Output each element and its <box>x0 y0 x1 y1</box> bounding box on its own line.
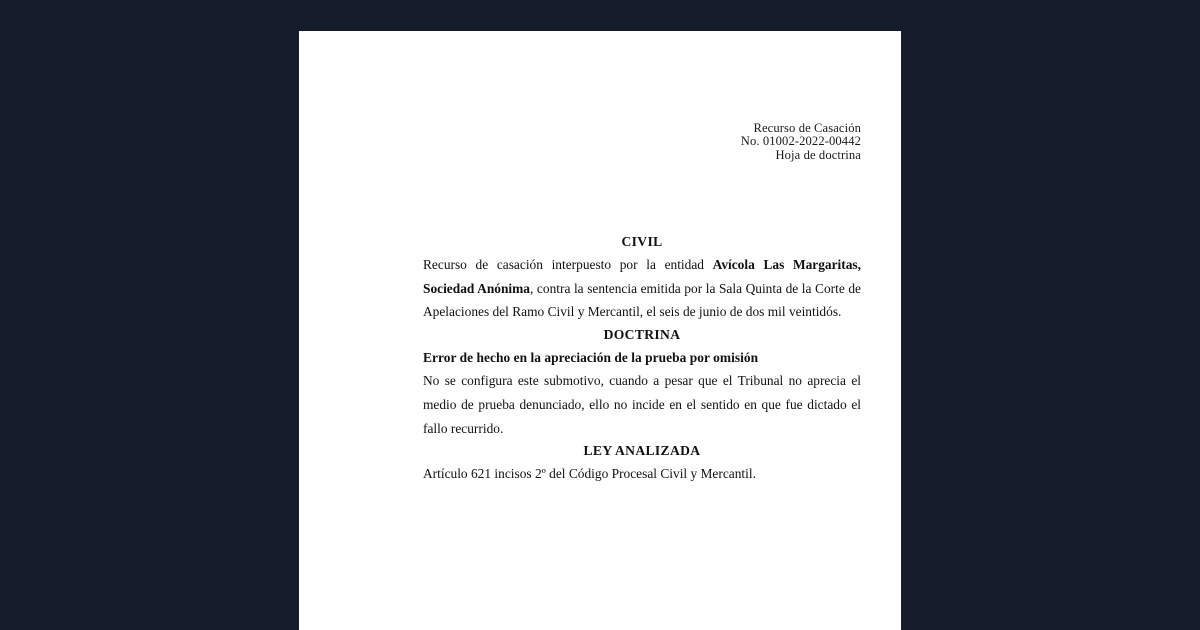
section-heading-doctrina: DOCTRINA <box>603 326 681 342</box>
section-heading-ley-analizada: LEY ANALIZADA <box>583 443 701 459</box>
document-header-block <box>423 122 861 162</box>
doctrina-subheading: Error de hecho en la apreciación de la prueba por omisión <box>423 349 759 365</box>
header-line-numero: No. 01002-2022-00442 <box>740 134 861 149</box>
civil-text-part-1: Recurso de casación interpuesto por la entidad <box>423 257 713 272</box>
document-page <box>299 31 901 630</box>
section-paragraph-ley-analizada: Artículo 621 incisos 2º del Código Procesal Civil y Mercantil. <box>423 466 756 482</box>
section-heading-civil: CIVIL <box>621 234 663 249</box>
header-line-recurso: Recurso de Casación <box>753 121 861 135</box>
civil-text-part-2-bold: Avícola Las Margaritas, Sociedad Anónima <box>423 257 861 296</box>
header-line-hoja: Hoja de doctrina <box>775 147 861 162</box>
civil-text-part-3: , contra la sentencia emitida por la Sala Quinta de la Corte de Apelaciones del Ramo Civil y Mercantil, el seis de junio de dos mil veintidós. <box>423 280 862 320</box>
document-body <box>423 231 861 486</box>
section-paragraph-civil <box>423 253 861 324</box>
section-paragraph-doctrina: No se configura este submotivo, cuando a pesar que el Tribunal no aprecia el medio de prueba denunciado, ello no incide en el sentido en que fue dictado el fallo recurrido. <box>423 373 861 436</box>
